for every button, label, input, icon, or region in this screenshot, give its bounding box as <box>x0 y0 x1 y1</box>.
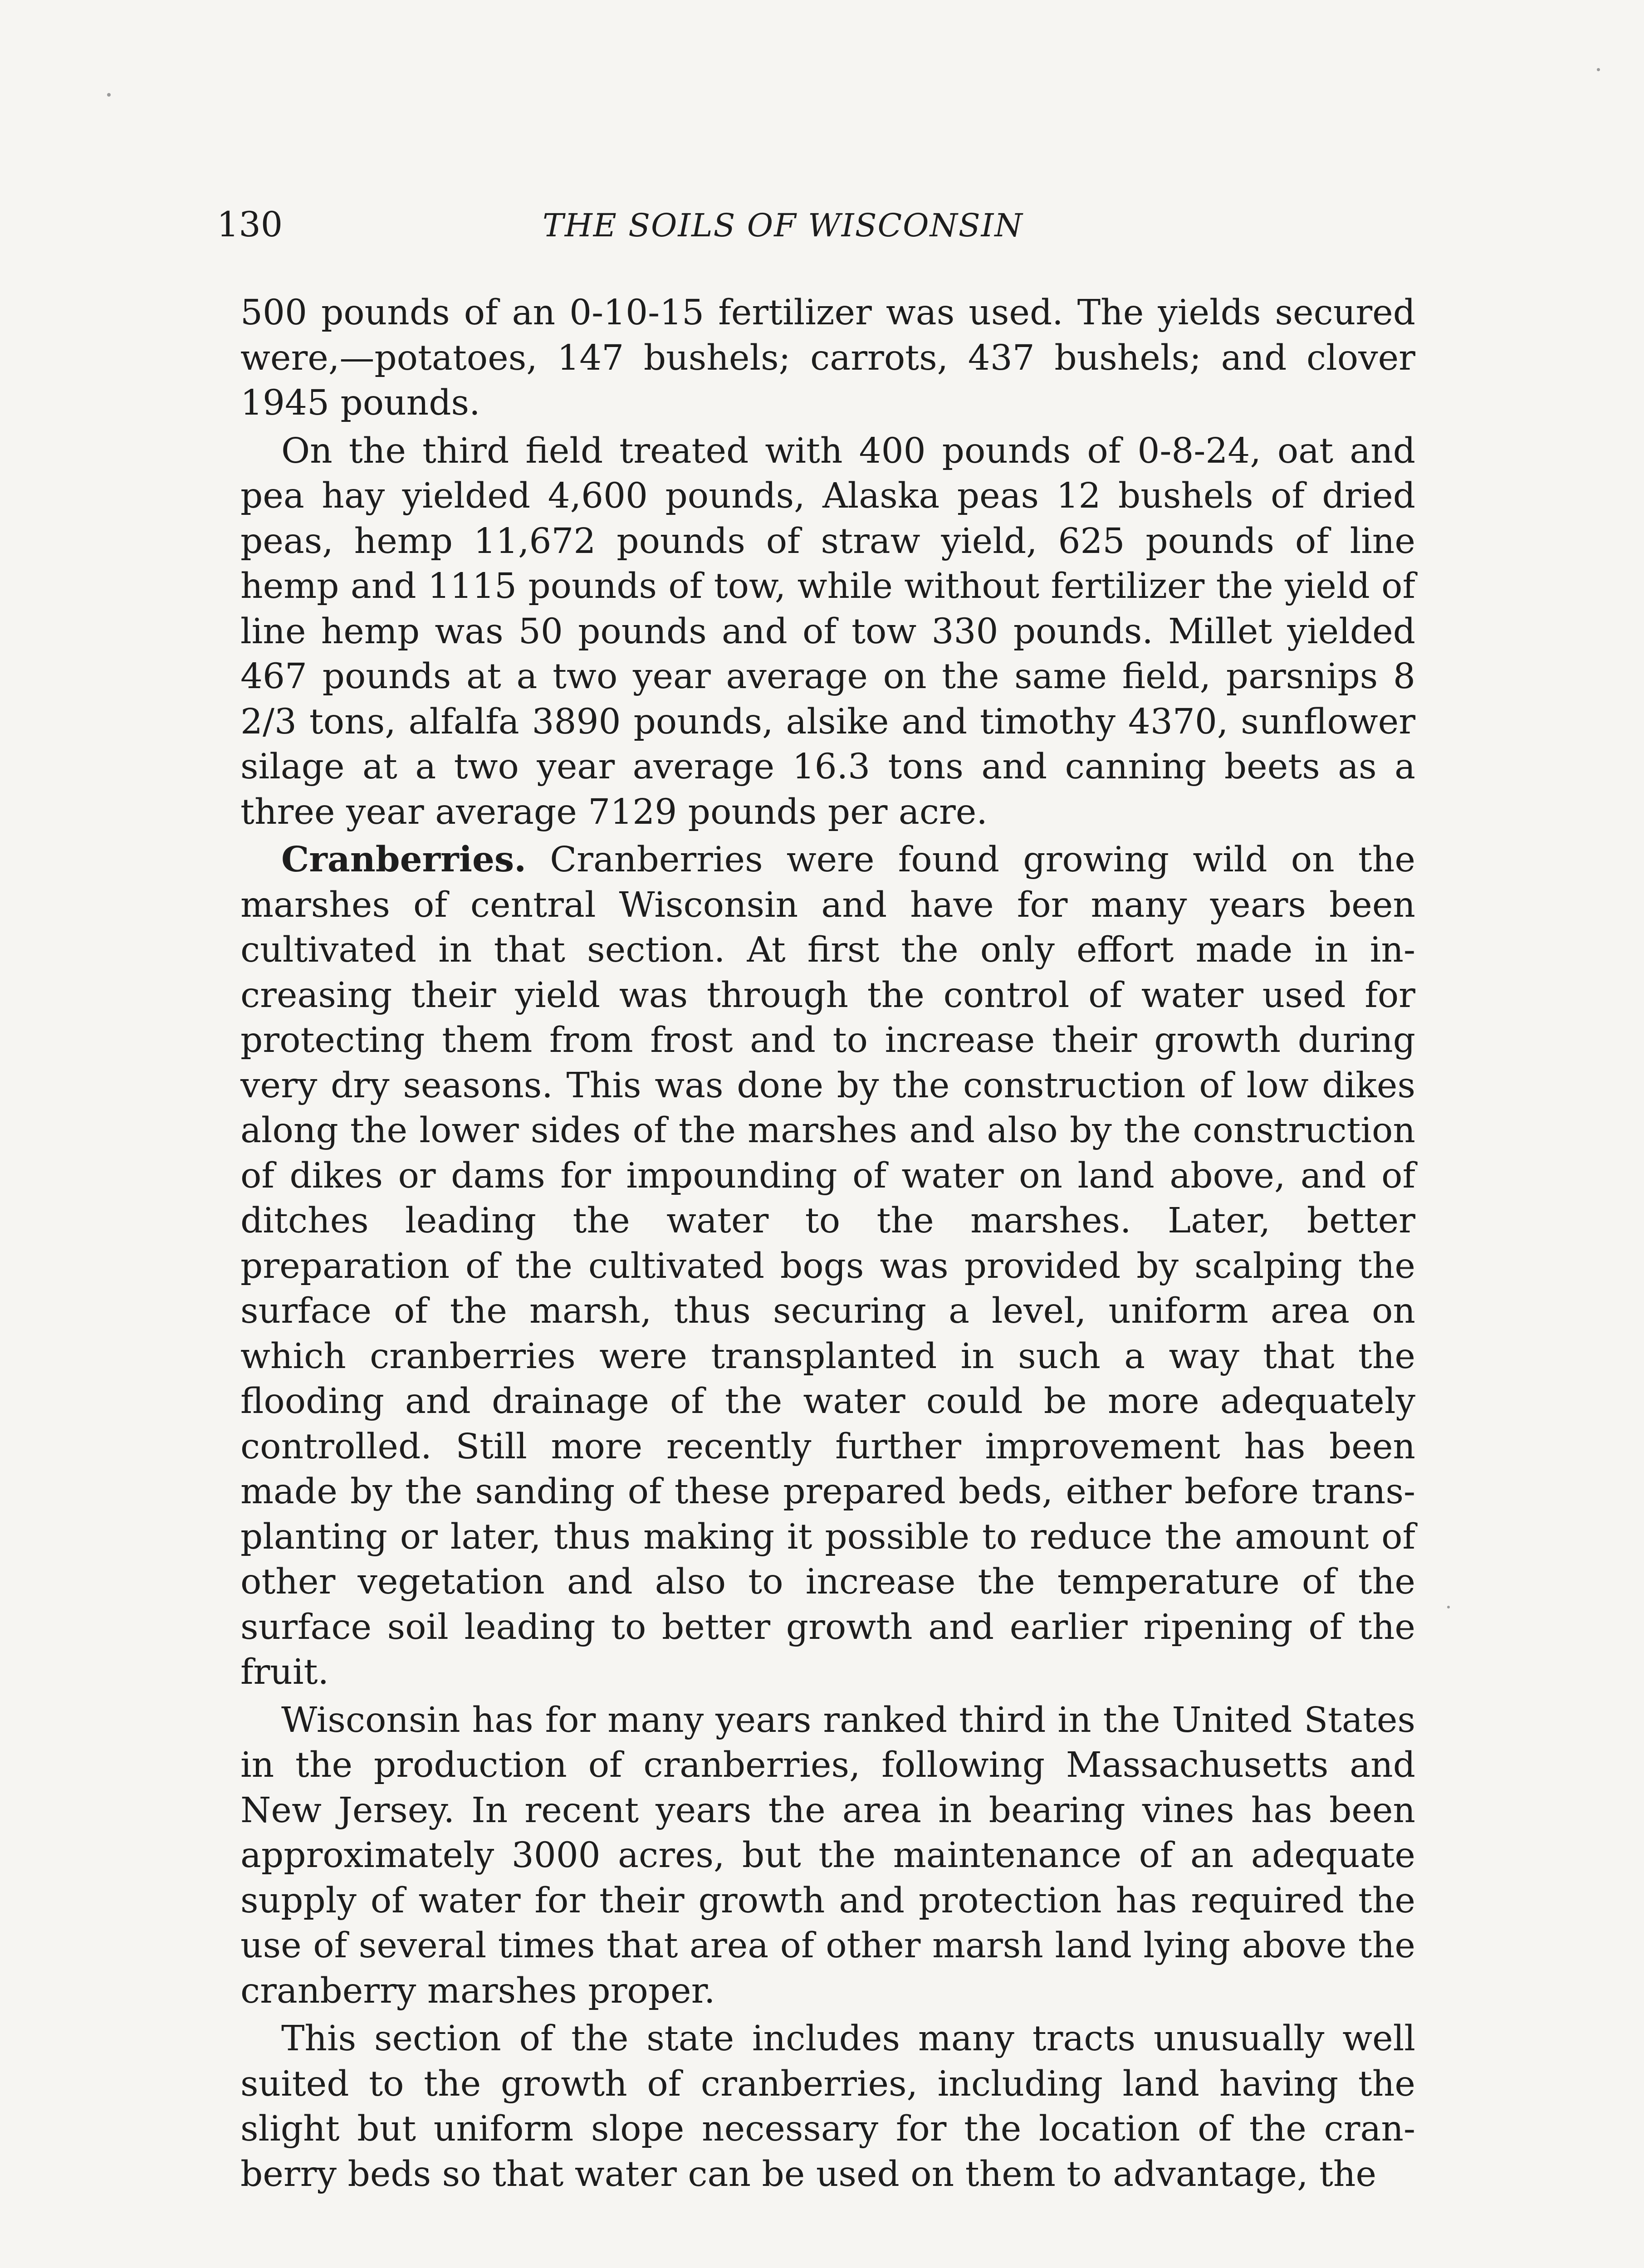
paragraph <box>240 290 1415 426</box>
paper-speck <box>1447 1606 1450 1608</box>
section-heading: Cranberries. <box>281 839 527 880</box>
page-header <box>217 202 1419 256</box>
paragraph <box>240 2016 1415 2197</box>
paper-speck <box>107 93 111 97</box>
paragraph-text: Cranberries were found growing wild on the marshes of central Wisconsin and have for many years been cultivated in that section. At first the only effort made in increasing their yield was through the control of water used for protecting them from frost and to increase their growth during very dry seasons. This was done by the construction of low dikes along the lower sides of the marshes and also by the construction of dikes or dams for impounding of water on land above, and of ditches leading the water to the marshes. Later, better preparation of the cultivated bogs was provided by scalping the surface of the marsh, thus securing a level, uniform area on which cranberries were transplanted in such a way that the flooding and drainage of the water could be more adequately controlled. Still more recently further improvement has been made by the sanding of these prepared beds, either before transplanting or later, thus making it possible to reduce the amount of other vegetation and also to increase the temperature of the surface soil leading to better growth and earlier ripening of the fruit. <box>240 840 1415 1692</box>
paragraph-text: Wisconsin has for many years ranked third in the United States in the production of cranberries, following Massachusetts and New Jersey. In recent years the area in bearing vines has been approximately 3000 acres, but the maintenance of an adequate supply of water for their growth and protection has required the use of several times that area of other marsh land lying above the cranberry marshes proper. <box>240 1700 1415 2011</box>
paragraph-text: This section of the state includes many tracts unusually well suited to the growth of cranberries, including land having the slight but uniform slope necessary for the location of the cranberry beds so that water can be used on them to advantage, the <box>240 2019 1415 2195</box>
paragraph-text: 500 pounds of an 0-10-15 fertilizer was used. The yields secured were,—potatoes, 147 bushels; carrots, 437 bushels; and clover 1945 pounds. <box>240 293 1415 423</box>
paragraph-text: On the third field treated with 400 pounds of 0-8-24, oat and pea hay yielded 4,600 pounds, Alaska peas 12 bushels of dried peas, hemp 11,672 pounds of straw yield, 625 pounds of line hemp and 1115 pounds of tow, while without fertilizer the yield of line hemp was 50 pounds and of tow 330 pounds. Millet yielded 467 pounds at a two year average on the same field, parsnips 8 2/3 tons, alfalfa 3890 pounds, alsike and timothy 4370, sunflower silage at a two year average 16.3 tons and canning beets as a three year average 7129 pounds per acre. <box>240 430 1415 832</box>
paragraph <box>240 1698 1415 2014</box>
paragraph-cranberries <box>240 837 1415 1695</box>
page-number: 130 <box>217 204 283 244</box>
body-text <box>240 290 1415 2200</box>
running-title: THE SOILS OF WISCONSIN <box>543 207 1023 244</box>
paragraph <box>240 429 1415 835</box>
paper-speck <box>1597 68 1600 71</box>
